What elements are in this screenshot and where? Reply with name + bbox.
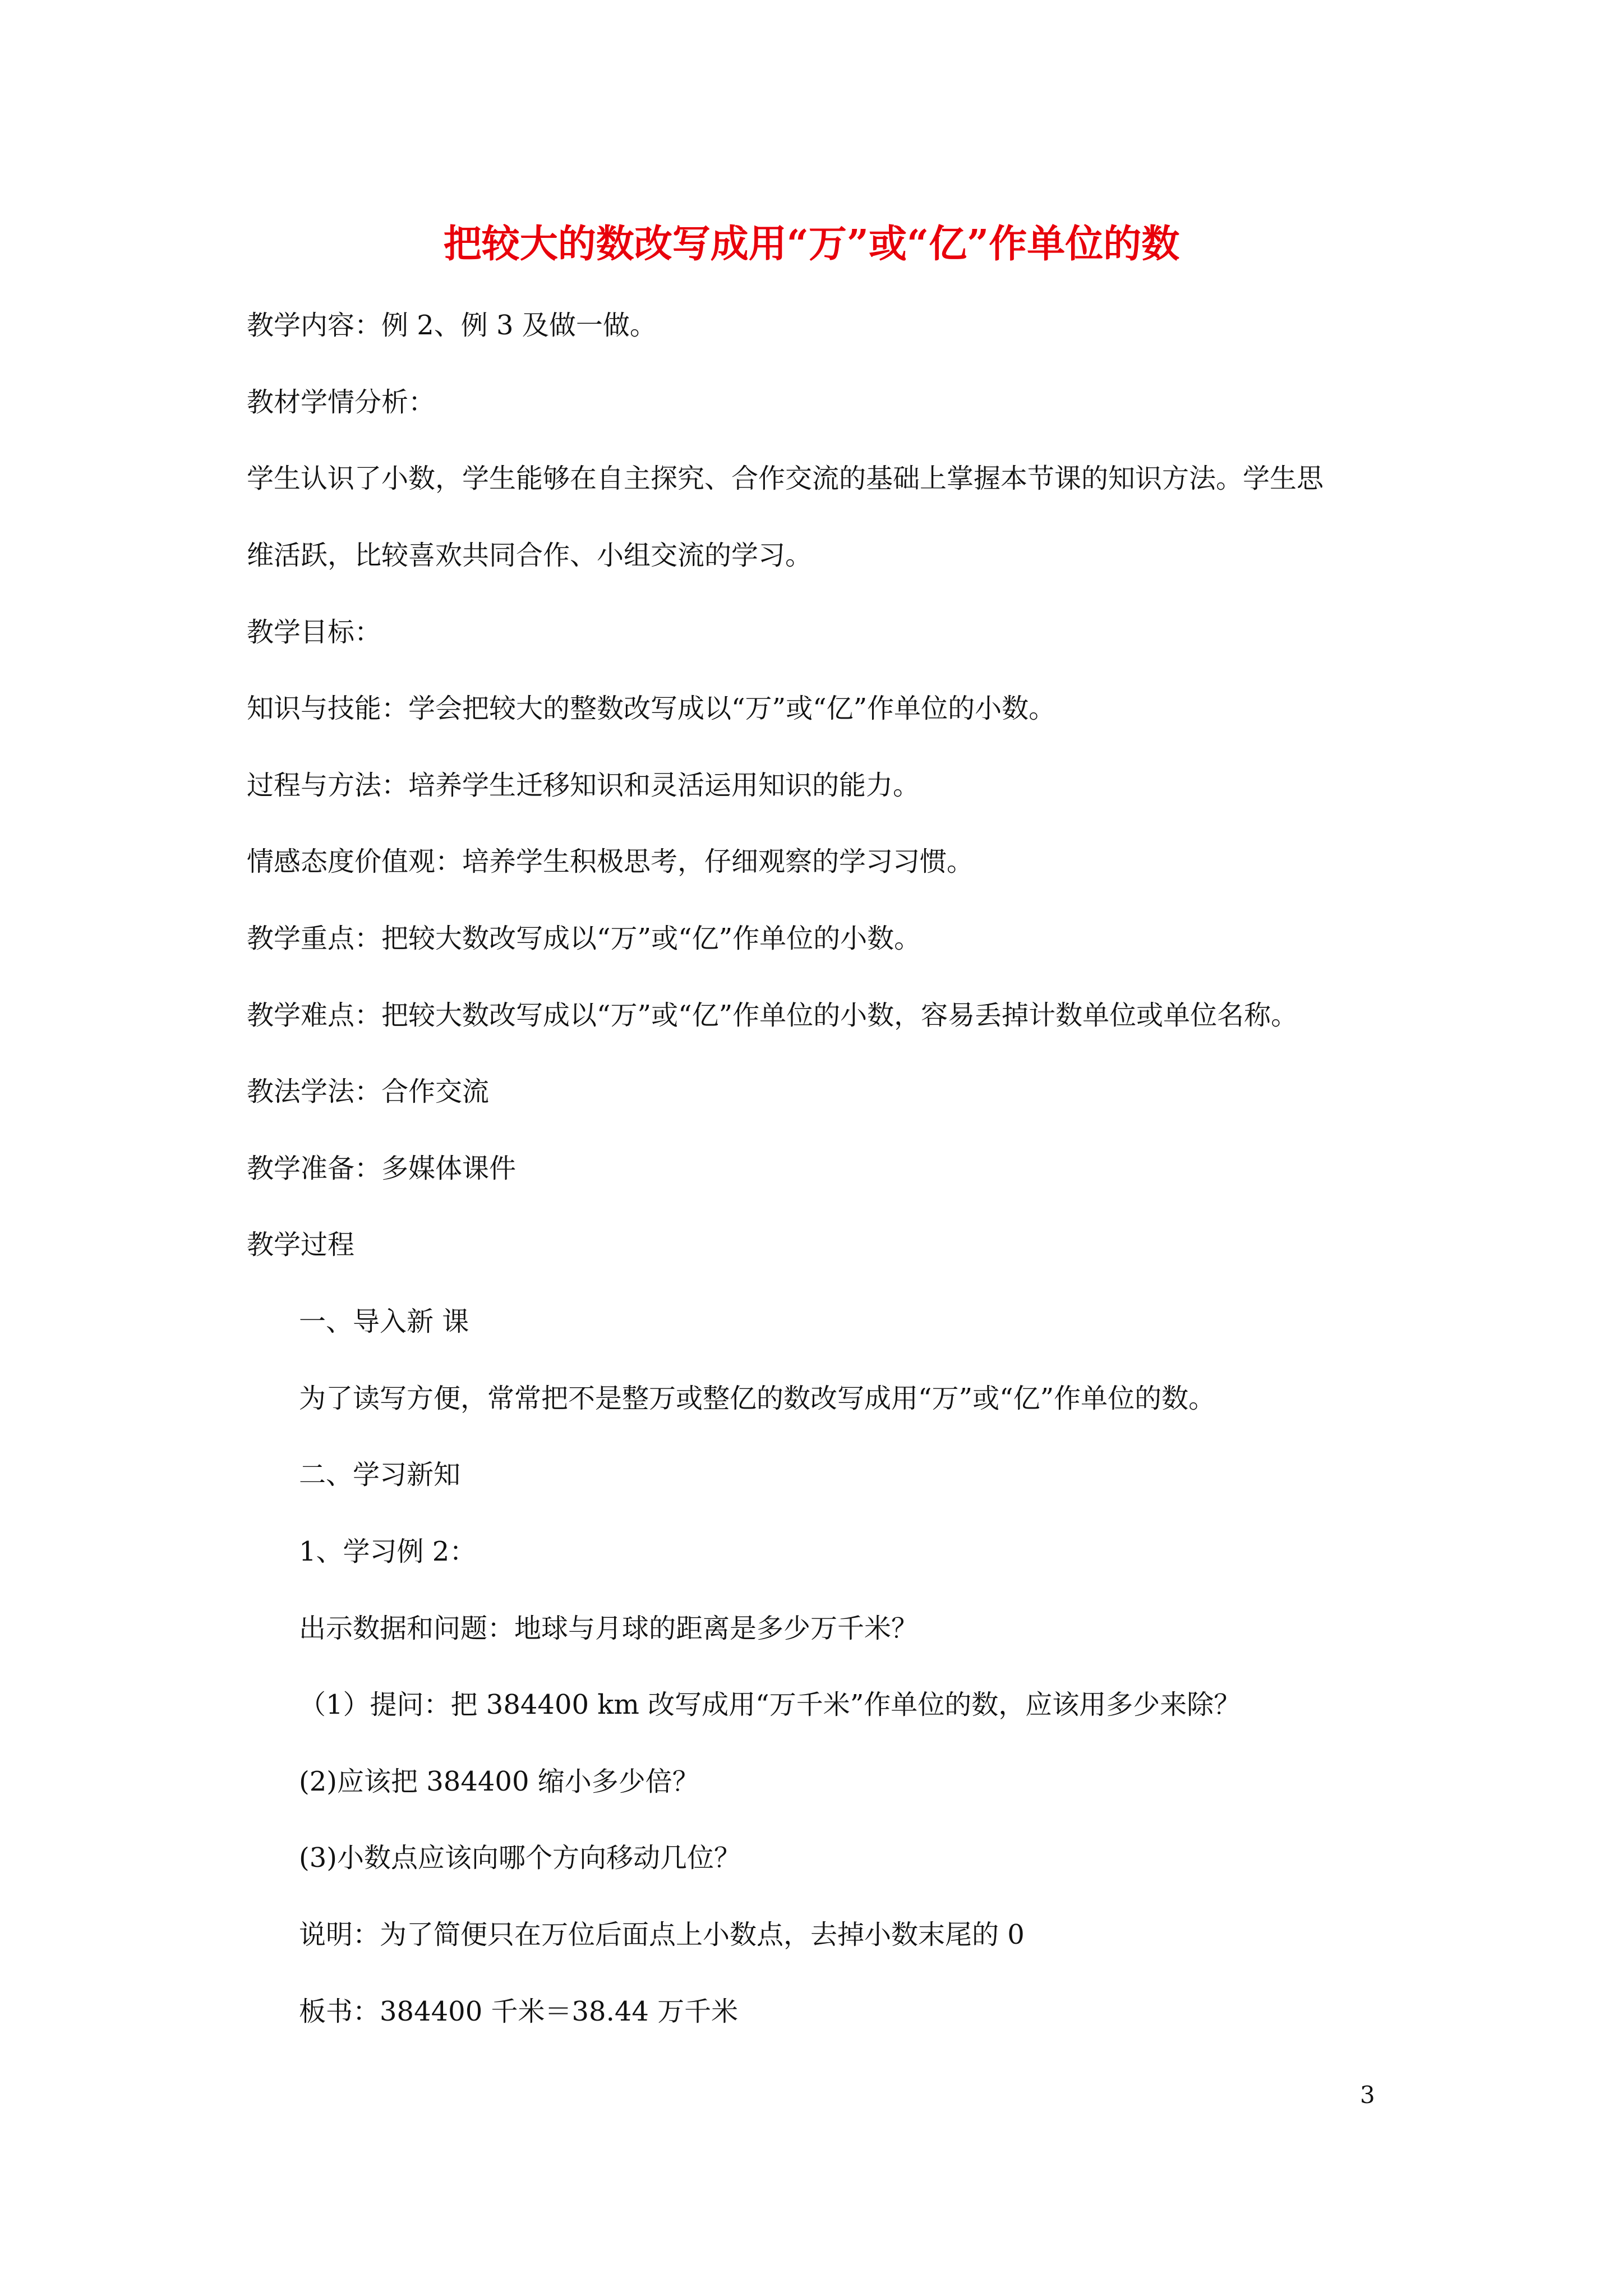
text-line-example-2: 1、学习例 2： xyxy=(299,1536,477,1567)
text-line-introduction: 为了读写方便，常常把不是整万或整亿的数改写成用“万”或“亿”作单位的数。 xyxy=(299,1383,1216,1414)
text-line-attitude-values: 情感态度价值观：培养学生积极思考，仔细观察的学习习惯。 xyxy=(247,846,974,877)
text-line-explanation: 说明：为了简便只在万位后面点上小数点，去掉小数末尾的 0 xyxy=(299,1919,1025,1950)
text-line-teaching-method: 教法学法：合作交流 xyxy=(247,1076,490,1107)
text-line-key-point: 教学重点：把较大数改写成以“万”或“亿”作单位的小数。 xyxy=(247,923,921,954)
text-line-board-writing: 板书：384400 千米＝38.44 万千米 xyxy=(299,1996,739,2027)
text-line-process-method: 过程与方法：培养学生迁移知识和灵活运用知识的能力。 xyxy=(247,770,920,801)
text-line-student-analysis-1: 学生认识了小数，学生能够在自主探究、合作交流的基础上掌握本节课的知识方法。学生思 xyxy=(247,463,1324,494)
text-line-question-1: （1）提问：把 384400 km 改写成用“万千米”作单位的数，应该用多少来除？ xyxy=(299,1689,1241,1720)
text-line-difficulty: 教学难点：把较大数改写成以“万”或“亿”作单位的小数，容易丢掉计数单位或单位名称。 xyxy=(247,1000,1298,1031)
text-line-question-2: (2)应该把 384400 缩小多少倍？ xyxy=(299,1766,699,1797)
text-line-teaching-content: 教学内容：例 2、例 3 及做一做。 xyxy=(247,310,657,341)
section-heading-introduction: 一、导入新 课 xyxy=(299,1306,469,1337)
text-line-student-analysis-heading: 教材学情分析： xyxy=(247,386,436,418)
text-line-question-3: (3)小数点应该向哪个方向移动几位？ xyxy=(299,1842,741,1874)
text-line-knowledge-skills: 知识与技能：学会把较大的整数改写成以“万”或“亿”作单位的小数。 xyxy=(247,693,1056,724)
page-number: 3 xyxy=(1360,2081,1375,2109)
text-line-question: 出示数据和问题：地球与月球的距离是多少万千米？ xyxy=(299,1613,919,1644)
document-title: 把较大的数改写成用“万”或“亿”作单位的数 xyxy=(443,222,1180,266)
text-line-process-heading: 教学过程 xyxy=(247,1229,355,1260)
text-line-student-analysis-2: 维活跃，比较喜欢共同合作、小组交流的学习。 xyxy=(247,540,813,571)
text-line-goals-heading: 教学目标： xyxy=(247,616,382,648)
section-heading-new-knowledge: 二、学习新知 xyxy=(299,1459,461,1490)
text-line-preparation: 教学准备：多媒体课件 xyxy=(247,1153,517,1184)
